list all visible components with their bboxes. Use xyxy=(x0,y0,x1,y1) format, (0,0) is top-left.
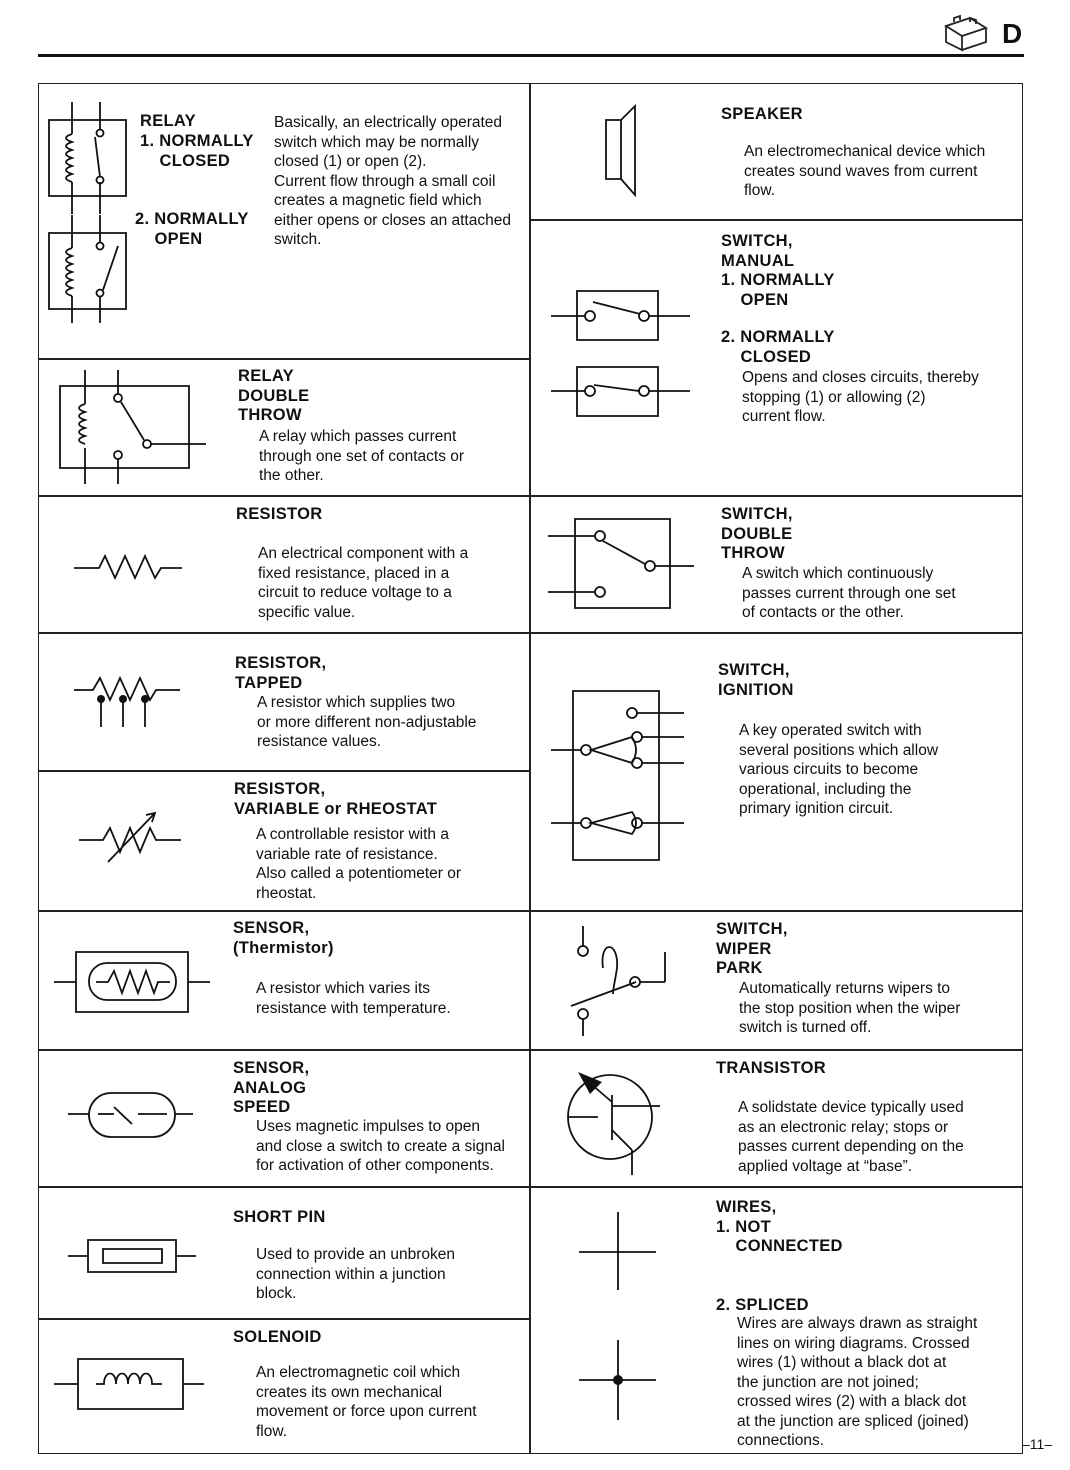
speaker-description: An electromechanical device which creates sound waves from current flow. xyxy=(744,143,986,199)
switch-ignition-description: A key operated switch with several positions which allow various circuits to become operational, including the primary ignition circuit. xyxy=(739,722,939,817)
resistor-icon xyxy=(74,556,182,578)
transistor-description: A solidstate device typically used as an electronic relay; stops or passes current depending on the applied voltage at “base”. xyxy=(738,1099,964,1175)
relay-title: RELAY xyxy=(140,112,196,130)
analog-speed-sensor-icon xyxy=(68,1093,193,1137)
resistor-tapped-icon xyxy=(74,678,180,727)
relay-double-throw-icon xyxy=(60,370,206,484)
sensor-analog-description: Uses magnetic impulses to open and close a switch to create a signal for activation of other components. xyxy=(256,1118,505,1174)
relay-normally-open-label: 2. NORMALLY OPEN xyxy=(135,210,249,248)
rheostat-icon xyxy=(79,813,181,862)
sensor-thermistor-title: SENSOR, (Thermistor) xyxy=(233,919,334,957)
transistor-icon xyxy=(568,1075,660,1175)
thermistor-icon xyxy=(54,952,210,1012)
resistor-description: An electrical component with a fixed resistance, placed in a circuit to reduce voltage to a specific value. xyxy=(258,545,469,621)
solenoid-icon xyxy=(54,1359,204,1409)
short-pin-icon xyxy=(68,1240,196,1272)
page-number: –11– xyxy=(1022,1436,1053,1452)
wires-spliced-label: 2. SPLICED xyxy=(716,1296,809,1314)
switch-manual-normally-open-icon xyxy=(551,291,690,340)
wiper-park-switch-icon xyxy=(571,926,665,1036)
speaker-title: SPEAKER xyxy=(721,105,803,123)
solenoid-title: SOLENOID xyxy=(233,1328,322,1346)
switch-wiper-description: Automatically returns wipers to the stop position when the wiper switch is turned off. xyxy=(739,980,961,1036)
resistor-variable-title: RESISTOR, VARIABLE or RHEOSTAT xyxy=(234,780,438,818)
wires-not-connected-icon xyxy=(579,1212,656,1290)
relay-double-throw-title: RELAY DOUBLE THROW xyxy=(238,367,310,424)
wires-title: WIRES, 1. NOT CONNECTED xyxy=(716,1198,843,1255)
short-pin-description: Used to provide an unbroken connection within a junction block. xyxy=(256,1246,456,1302)
relay-double-throw-description: A relay which passes current through one set of contacts or the other. xyxy=(259,428,465,484)
switch-manual-closed-label: 2. NORMALLY CLOSED xyxy=(721,328,835,366)
section-letter: D xyxy=(1002,18,1023,49)
relay-normally-closed-icon xyxy=(49,102,126,214)
solenoid-description: An electromagnetic coil which creates its own mechanical movement or force upon current flow. xyxy=(256,1364,477,1440)
switch-double-throw-title: SWITCH, DOUBLE THROW xyxy=(721,505,793,562)
relay-normally-open-icon xyxy=(49,215,126,323)
switch-manual-title: SWITCH, MANUAL 1. NORMALLY OPEN xyxy=(721,232,835,309)
switch-manual-normally-closed-icon xyxy=(551,367,690,416)
sensor-thermistor-description: A resistor which varies its resistance with temperature. xyxy=(256,980,451,1017)
wires-description: Wires are always drawn as straight lines on wiring diagrams. Crossed wires (1) without a black dot at the junction are not joined; crossed wires (2) with a black dot at the junction are spliced (joined) connections. xyxy=(737,1315,978,1449)
relay-normally-closed-label: 1. NORMALLY CLOSED xyxy=(140,132,254,170)
resistor-tapped-title: RESISTOR, TAPPED xyxy=(235,654,327,692)
transistor-title: TRANSISTOR xyxy=(716,1059,826,1077)
resistor-variable-description: A controllable resistor with a variable rate of resistance. Also called a potentiometer or rheostat. xyxy=(256,826,462,902)
resistor-title: RESISTOR xyxy=(236,505,323,523)
ignition-switch-icon xyxy=(551,691,684,860)
switch-double-throw-icon xyxy=(548,519,694,608)
switch-wiper-title: SWITCH, WIPER PARK xyxy=(716,920,788,977)
sensor-analog-title: SENSOR, ANALOG SPEED xyxy=(233,1059,310,1116)
resistor-tapped-description: A resistor which supplies two or more different non-adjustable resistance values. xyxy=(257,694,477,750)
switch-double-throw-description: A switch which continuously passes current through one set of contacts or the other. xyxy=(742,565,956,621)
switch-manual-description: Opens and closes circuits, thereby stopping (1) or allowing (2) current flow. xyxy=(742,369,979,425)
short-pin-title: SHORT PIN xyxy=(233,1208,326,1226)
switch-ignition-title: SWITCH, IGNITION xyxy=(718,661,794,699)
relay-description: Basically, an electrically operated switch which may be normally closed (1) or open (2). Current flow through a small coil creates a magnetic field which either opens or closes an attached switch. xyxy=(274,114,511,248)
speaker-icon xyxy=(606,106,635,195)
